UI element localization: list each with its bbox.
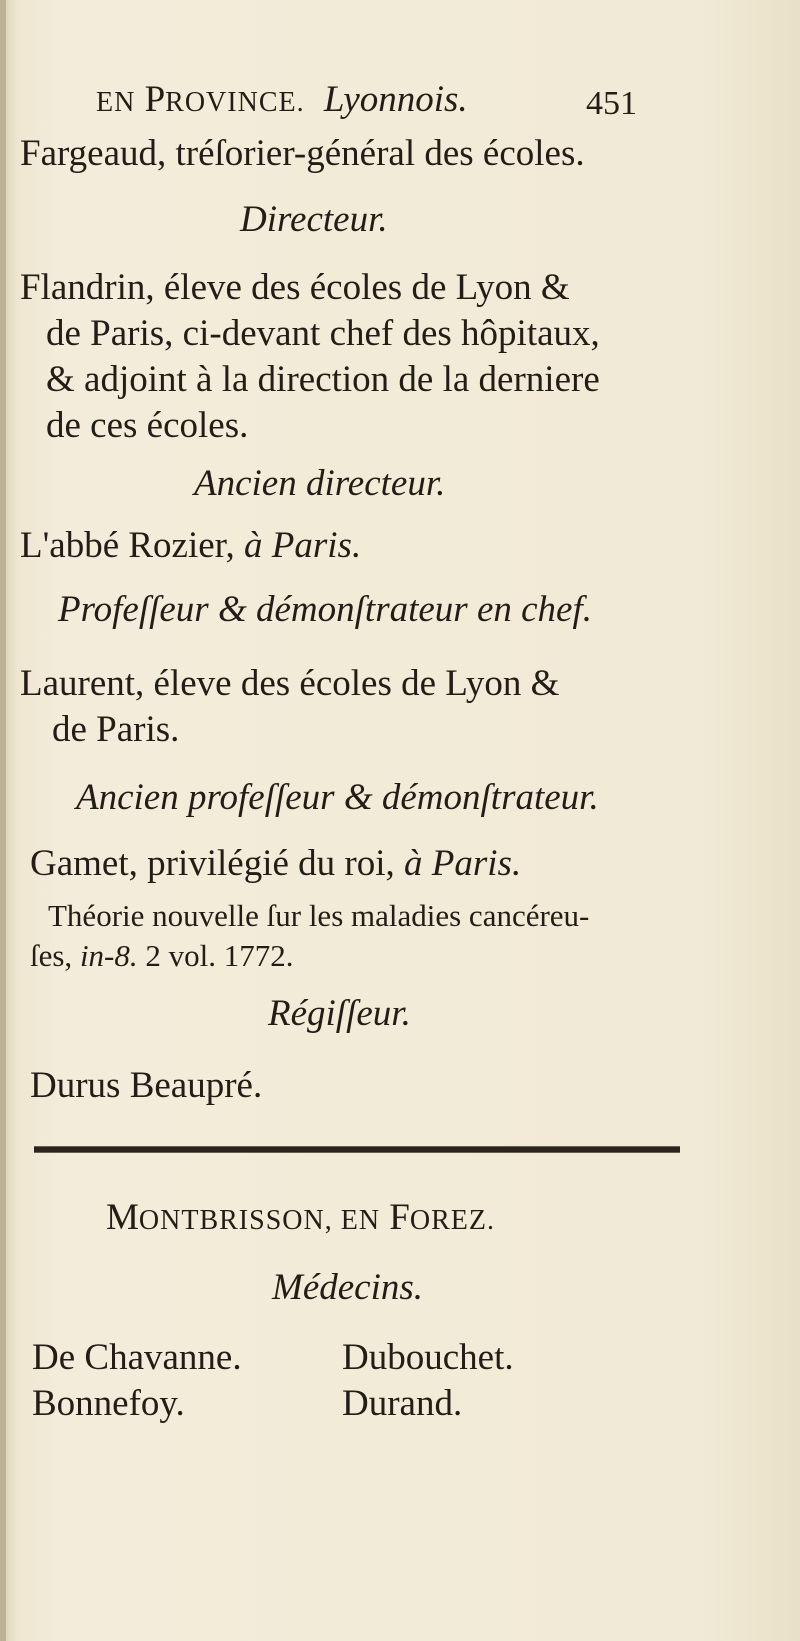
gamet-place: à Paris. <box>404 843 522 884</box>
line11-a: ſes, <box>30 938 73 973</box>
text-line-2: Flandrin, éleve des écoles de Lyon & <box>20 267 570 308</box>
rozier-name: L'abbé Rozier, <box>20 525 235 566</box>
line11-volumes: 2 vol. 1772. <box>145 938 294 973</box>
page-number: 451 <box>586 85 637 122</box>
names-left-1: De Chavanne. <box>32 1337 242 1378</box>
text-line-3: de Paris, ci-devant chef des hôpitaux, <box>46 313 600 354</box>
text-line-7: Laurent, éleve des écoles de Lyon & <box>20 663 560 704</box>
names-right-1: Dubouchet. <box>342 1337 514 1378</box>
rozier-place: à Paris. <box>244 525 362 566</box>
header-province-rest: ROVINCE. <box>165 87 305 118</box>
title-cap-f: F <box>389 1197 410 1238</box>
line11-format: in-8. <box>79 938 138 973</box>
header-prefix: EN <box>96 87 136 118</box>
heading-directeur: Directeur. <box>240 199 388 240</box>
heading-regisseur: Régiſſeur. <box>268 993 411 1034</box>
text-line-10: Théorie nouvelle ſur les maladies cancéreu- <box>48 898 590 933</box>
title-montbrisson-rest: ONTBRISSON <box>138 1205 325 1236</box>
heading-ancien-directeur: Ancien directeur. <box>194 463 446 504</box>
names-left-2: Bonnefoy. <box>32 1383 185 1424</box>
heading-medecins: Médecins. <box>272 1267 424 1308</box>
text-line-6 <box>20 524 361 568</box>
running-header <box>96 78 468 125</box>
text-line-4: & adjoint à la direction de la derniere <box>46 359 600 400</box>
text-line-12: Durus Beaupré. <box>30 1065 263 1106</box>
section2-title <box>106 1196 495 1243</box>
heading-ancien-professeur: Ancien profeſſeur & démonſtrateur. <box>76 777 599 818</box>
heading-professeur: Profeſſeur & démonſtrateur en chef. <box>58 589 592 630</box>
text-line-9 <box>30 842 521 886</box>
names-right-2: Durand. <box>342 1383 463 1424</box>
page-spine-edge <box>0 0 6 1641</box>
header-region: Lyonnois. <box>323 79 468 120</box>
text-line-11 <box>30 934 294 978</box>
title-cap-m: M <box>106 1197 139 1238</box>
text-line-8: de Paris. <box>52 709 180 750</box>
gamet-name: Gamet, privilégié du roi, <box>30 843 395 884</box>
title-en: , EN <box>324 1205 381 1236</box>
section-divider-rule <box>34 1146 680 1153</box>
text-line-1: Fargeaud, tréſorier-général des écoles. <box>20 133 585 174</box>
text-line-5: de ces écoles. <box>46 405 249 446</box>
header-province-cap: P <box>144 79 166 120</box>
title-forez-rest: OREZ. <box>409 1205 495 1236</box>
